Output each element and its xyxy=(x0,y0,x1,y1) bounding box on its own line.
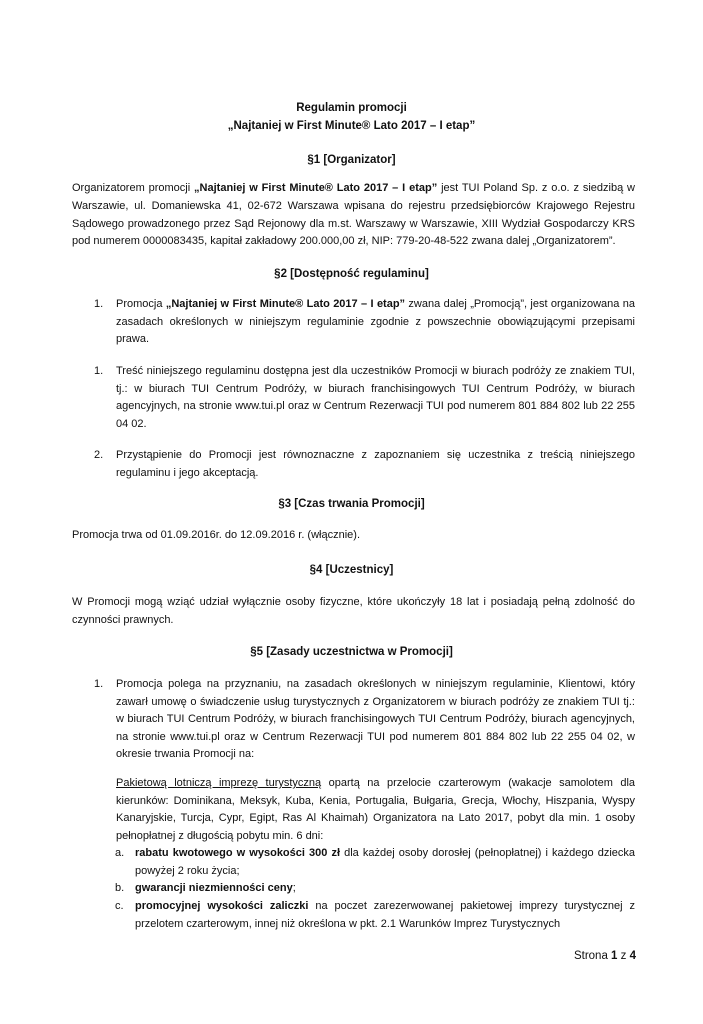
list-item-text: Promocja „Najtaniej w First Minute® Lato 2017 – I etap” zwana dalej „Promocją”, jest organizowana na zasadach określonych w niniejszym regulaminie zgodnie z powszechnie obowiązującymi przepisami prawa. xyxy=(116,298,635,346)
current-page: 1 xyxy=(611,950,618,962)
sub-list-item-text: rabatu kwotowego w wysokości 300 zł dla każdej osoby dorosłej (pełnopłatnej) i każdego dziecka powyżej 2 roku życia; xyxy=(135,847,635,877)
sub-list-item-letter: c. xyxy=(115,900,124,912)
list-item-number: 2. xyxy=(94,449,104,461)
section-1-body xyxy=(72,180,635,251)
sub-list-item-letter: b. xyxy=(115,882,125,894)
total-pages: 4 xyxy=(629,950,636,962)
section-1-heading: §1 [Organizator] xyxy=(307,154,396,166)
section-5-heading: §5 [Zasady uczestnictwa w Promocji] xyxy=(250,646,453,658)
page-number: Strona 1 z 4 xyxy=(573,950,636,962)
list-item-text: Promocja polega na przyznaniu, na zasadach określonych w niniejszym regulaminie, Klientowi, który zawarł umowę o świadczenie usług turystycznych z Organizatorem w biurach podróży ze znakiem TUI tj.: w biurach TUI Centrum Podróży, w biurach franchisingowych TUI Centrum Podróży, biurach agencyjnych, na stronie www.tui.pl oraz w Centrum Rezerwacji TUI pod numerem 801 884 802 lub 22 255 04 02, w okresie trwania Promocji na: xyxy=(116,678,635,761)
promotion-name: „Najtaniej w First Minute® Lato 2017 – I etap” xyxy=(194,182,438,194)
section-1-intro: Organizatorem promocji xyxy=(72,182,195,194)
offer-description: opartą na przelocie czarterowym (wakacje samolotem dla kierunków: Dominikana, Meksyk, Kuba, Kenia, Portugalia, Bułgaria, Grecja, Włochy, Hiszpania, Wyspy Kanaryjskie, Turcja, Cypr, Egipt, Ras Al Khaimah) Organizatora na Lato 2017, pobyt dla min. 1 osoby pełnopłatnej z długością pobytu min. 6 dni: xyxy=(116,777,636,842)
section-4-heading: §4 [Uczestnicy] xyxy=(309,564,394,576)
list-item-number: 1. xyxy=(94,365,104,377)
promotion-name: „Najtaniej w First Minute® Lato 2017 – I etap” xyxy=(165,298,406,310)
list-item-number: 1. xyxy=(94,678,104,690)
section-3-heading: §3 [Czas trwania Promocji] xyxy=(278,498,425,510)
list-item-text: Przystąpienie do Promocji jest równoznaczne z zapoznaniem się uczestnika z treścią niniejszego regulaminu i jego akceptacją. xyxy=(116,449,635,479)
document-subtitle: „Najtaniej w First Minute® Lato 2017 – I etap” xyxy=(227,120,476,132)
list-item-number: 1. xyxy=(94,298,104,310)
section-4-body: W Promocji mogą wziąć udział wyłącznie osoby fizyczne, które ukończyły 18 lat i posiadają pełną zdolność do czynności prawnych. xyxy=(72,596,635,626)
list-item-text: Treść niniejszego regulaminu dostępna jest dla uczestników Promocji w biurach podróży ze znakiem TUI, tj.: w biurach TUI Centrum Podróży, w biurach franchisingowych TUI Centrum Podróży, w biurach agencyjnych, na stronie www.tui.pl oraz w Centrum Rezerwacji TUI pod numerem 801 884 802 lub 22 255 04 02. xyxy=(116,365,635,430)
sub-list-item-text: promocyjnej wysokości zaliczki na poczet zarezerwowanej pakietowej imprezy turystycznej z przelotem czarterowym, innej niż określona w pkt. 2.1 Warunków Imprez Turystycznych xyxy=(135,900,635,930)
offer-type-underlined: Pakietową lotniczą imprezę turystyczną xyxy=(116,777,322,789)
document-title: Regulamin promocji xyxy=(296,102,407,114)
sub-list-item-text: gwarancji niezmienności ceny; xyxy=(135,882,296,894)
section-2-heading: §2 [Dostępność regulaminu] xyxy=(274,268,429,280)
section-3-body: Promocja trwa od 01.09.2016r. do 12.09.2016 r. (włącznie). xyxy=(72,529,361,541)
sub-list-item-letter: a. xyxy=(115,847,125,859)
section-1-text: jest TUI Poland Sp. z o.o. z siedzibą w Warszawie, ul. Domaniewska 41, 02-672 Warszawa wpisana do rejestru przedsiębiorców Krajowego Rejestru Sądowego prowadzonego przez Sąd Rejonowy dla m.st. Warszawy w Warszawie, XIII Wydział Gospodarczy KRS pod numerem 0000083435, kapitał zakładowy 200.000,00 zł, NIP: 779-20-48-522 zwana dalej „Organizatorem”. xyxy=(72,182,635,248)
